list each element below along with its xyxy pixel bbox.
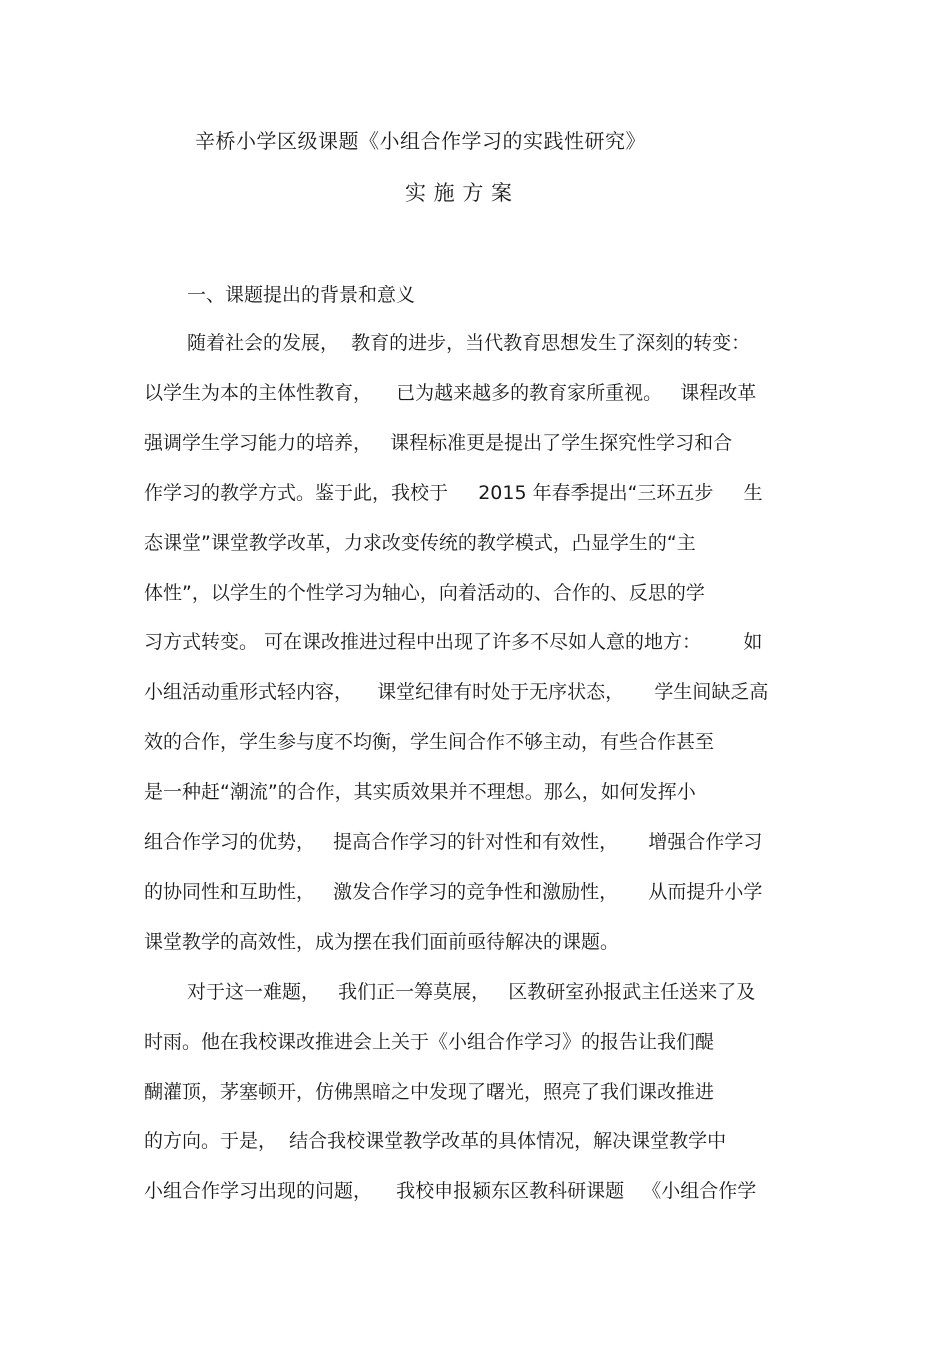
paragraph-line: 时雨。他在我校课改推进会上关于《小组合作学习》的报告让我们醍 bbox=[144, 1031, 715, 1053]
paragraph-line: 小组合作学习出现的问题， 我校申报颍东区教科研课题 《小组合作学 bbox=[144, 1180, 757, 1202]
paragraph-line: 作学习的教学方式。鉴于此，我校于 2015 年春季提出“三环五步 生 bbox=[144, 482, 763, 504]
paragraph-line: 态课堂”课堂教学改革，力求改变传统的教学模式，凸显学生的“主 bbox=[144, 532, 696, 554]
paragraph-line: 效的合作，学生参与度不均衡，学生间合作不够主动，有些合作甚至 bbox=[144, 731, 715, 753]
paragraph-line: 课堂教学的高效性，成为摆在我们面前亟待解决的课题。 bbox=[144, 931, 620, 953]
paragraph-line: 醐灌顶，茅塞顿开，仿佛黑暗之中发现了曙光，照亮了我们课改推进 bbox=[144, 1081, 715, 1103]
paragraph-line: 强调学生学习能力的培养， 课程标准更是提出了学生探究性学习和合 bbox=[144, 432, 733, 454]
paragraph-line: 以学生为本的主体性教育， 已为越来越多的教育家所重视。 课程改革 bbox=[144, 382, 757, 404]
paragraph-line: 的协同性和互助性， 激发合作学习的竞争性和激励性， 从而提升小学 bbox=[144, 881, 763, 903]
paragraph-line: 的方向。于是， 结合我校课堂教学改革的具体情况，解决课堂教学中 bbox=[144, 1130, 727, 1152]
document-subtitle: 实 施 方 案 bbox=[405, 181, 513, 205]
paragraph-line: 是一种赶“潮流”的合作，其实质效果并不理想。那么，如何发挥小 bbox=[144, 781, 696, 803]
paragraph-line: 体性”，以学生的个性学习为轴心，向着活动的、合作的、反思的学 bbox=[144, 582, 705, 604]
paragraph-line: 对于这一难题， 我们正一筹莫展， 区教研室孙报武主任送来了及 bbox=[187, 981, 756, 1003]
document-title: 辛桥小学区级课题《小组合作学习的实践性研究》 bbox=[195, 129, 646, 153]
section-heading: 一、课题提出的背景和意义 bbox=[187, 284, 416, 306]
paragraph-line: 习方式转变。 可在课改推进过程中出现了许多不尽如人意的地方： 如 bbox=[144, 631, 763, 653]
paragraph-line: 小组活动重形式轻内容， 课堂纪律有时处于无序状态， 学生间缺乏高 bbox=[144, 681, 769, 703]
paragraph-line: 组合作学习的优势， 提高合作学习的针对性和有效性， 增强合作学习 bbox=[144, 831, 763, 853]
paragraph-line: 随着社会的发展， 教育的进步，当代教育思想发生了深刻的转变： bbox=[187, 332, 751, 354]
